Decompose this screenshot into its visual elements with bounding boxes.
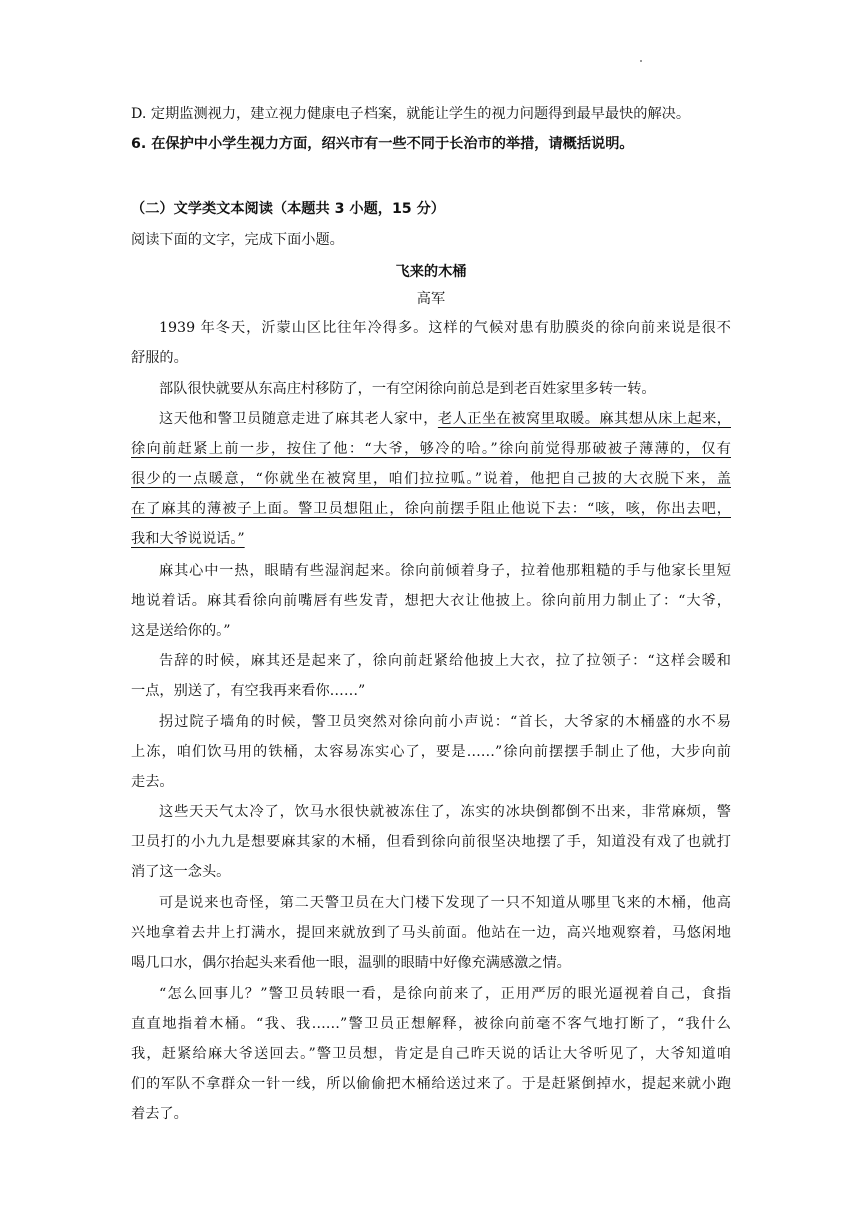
p3-underlined-text: 徐向前赶紧上前一步，按住了他：“大爷，够冷的哈。”徐向前觉得那破被子薄薄的，仅有 [131, 441, 731, 457]
article-title: 飞来的木桶 [395, 264, 467, 280]
p1-line-2: 舒服的。 [131, 350, 188, 366]
option-d: D. 定期监测视力，建立视力健康电子档案，就能让学生的视力问题得到最早最快的解决。 [131, 106, 691, 122]
section-heading: （二）文学类文本阅读（本题共 3 小题，15 分） [131, 201, 445, 217]
p6-line-2: 上冻，咱们饮马用的铁桶，太容易冻实心了，要是……”徐向前摆摆手制止了他，大步向前 [131, 744, 731, 760]
p9-line-3: 我，赶紧给麻大爷送回去。”警卫员想，肯定是自己昨天说的话让大爷听见了，大爷知道咱 [131, 1046, 731, 1062]
p3-line-2 [131, 439, 731, 459]
p3-line-1 [159, 409, 731, 429]
p8-line-2: 兴地拿着去井上打满水，提回来就放到了马头前面。他站在一边，高兴地观察着，马悠闲地 [131, 925, 731, 941]
p9-line-4: 们的军队不拿群众一针一线，所以偷偷把木桶给送过来了。于是赶紧倒掉水，提起来就小跑 [131, 1076, 731, 1092]
p6-line-3: 走去。 [131, 774, 174, 790]
question-6: 6. 在保护中小学生视力方面，绍兴市有一些不同于长治市的举措，请概括说明。 [131, 136, 634, 152]
p7-line-1: 这些天天气太冷了，饮马水很快就被冻住了，冻实的冰块倒都倒不出来，非常麻烦，警 [159, 804, 731, 820]
p6-line-1: 拐过院子墙角的时候，警卫员突然对徐向前小声说：“首长，大爷家的木桶盛的水不易 [159, 714, 731, 730]
p3-underlined-text: 老人正坐在被窝里取暖。麻其想从床上起来， [437, 411, 731, 427]
instruction: 阅读下面的文字，完成下面小题。 [131, 232, 344, 248]
p3-line-4 [131, 499, 731, 519]
p9-line-1: “怎么回事儿？”警卫员转眼一看，是徐向前来了，正用严厉的眼光逼视着自己，食指 [159, 986, 731, 1002]
p8-line-1: 可是说来也奇怪，第二天警卫员在大门楼下发现了一只不知道从哪里飞来的木桶，他高 [159, 895, 731, 911]
p3-plain-text: 这天他和警卫员随意走进了麻其老人家中， [159, 411, 438, 427]
p3-line-3 [131, 469, 731, 489]
p4-line-2: 地说着话。麻其看徐向前嘴唇有些发青，想把大衣让他披上。徐向前用力制止了：“大爷， [131, 593, 731, 609]
p4-line-1: 麻其心中一热，眼睛有些湿润起来。徐向前倾着身子，拉着他那粗糙的手与他家长里短 [159, 563, 731, 579]
p3-underlined-text: 我和大爷说说话。” [131, 531, 245, 547]
p9-line-5: 着去了。 [131, 1106, 188, 1122]
corner-dot [640, 60, 642, 62]
p3-line-5 [131, 529, 731, 549]
p8-line-3: 喝几口水，偶尔抬起头来看他一眼，温驯的眼睛中好像充满感激之情。 [131, 955, 571, 971]
p3-underlined-text: 在了麻其的薄被子上面。警卫员想阻止，徐向前摆手阻止他说下去：“咳，咳，你出去吧， [131, 501, 731, 517]
p3-underlined-text: 很少的一点暖意，“你就坐在被窝里，咱们拉拉呱。”说着，他把自己披的大衣脱下来，盖 [131, 471, 731, 487]
p7-line-3: 消了这一念头。 [131, 864, 231, 880]
p7-line-2: 卫员打的小九九是想要麻其家的木桶，但看到徐向前很坚决地摆了手，知道没有戏了也就打 [131, 834, 731, 850]
p4-line-3: 这是送给你的。” [131, 623, 231, 639]
article-author: 高军 [416, 291, 446, 307]
p5-line-1: 告辞的时候，麻其还是起来了，徐向前赶紧给他披上大衣，拉了拉领子：“这样会暖和 [159, 653, 731, 669]
p2-line-1: 部队很快就要从东高庄村移防了，一有空闲徐向前总是到老百姓家里多转一转。 [159, 381, 656, 397]
p9-line-2: 直直地指着木桶。“我、我……”警卫员正想解释，被徐向前毫不客气地打断了，“我什么 [131, 1016, 731, 1032]
p1-line-1: 1939 年冬天，沂蒙山区比往年冷得多。这样的气候对患有肋膜炎的徐向前来说是很不 [159, 320, 731, 336]
p5-line-2: 一点，别送了，有空我再来看你……” [131, 683, 366, 699]
